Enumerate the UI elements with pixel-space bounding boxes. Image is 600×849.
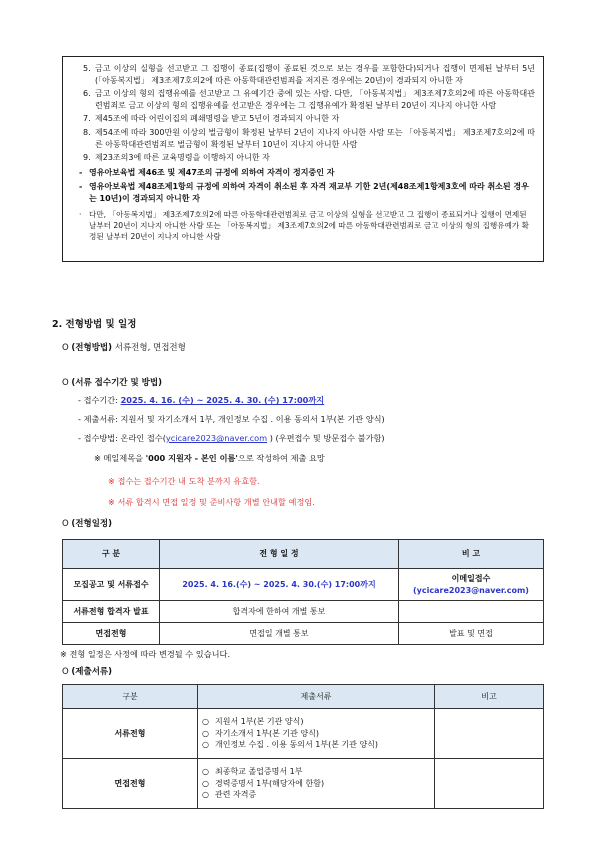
- red-note-1: ※ 접수는 접수기간 내 도착 분까지 유효함.: [108, 476, 260, 486]
- bold-bullet: - 영유아보육법 제46조 및 제47조의 규정에 의하여 자격이 정지중인 자: [79, 167, 335, 177]
- list-item: ○ 개인정보 수집 . 이용 동의서 1부(본 기관 양식): [202, 740, 379, 750]
- table-row: 면접전형 ○ 최종학교 졸업증명서 1부 ○ 경력증명서 1부(해당자에 한함) ○ 관련 자격증: [63, 759, 544, 809]
- email-link[interactable]: ycicare2023@naver.com: [165, 433, 268, 443]
- list-item: ○ 경력증명서 1부(해당자에 한함): [202, 778, 325, 788]
- schedule-header-row: 구 분 전 형 일 정 비 고: [63, 540, 544, 569]
- bold-bullet: - 영유아보육법 제48조제1항의 규정에 의하여 자격이 취소된 후 자격 재교부 기한 2년(제48조제1항제3호에 따라 취소된 경우는 10년)이 경과되지 아니한 자: [79, 182, 529, 203]
- list-item: ○ 지원서 1부(본 기관 양식): [202, 717, 304, 727]
- list-item: ○ 관련 자격증: [202, 790, 257, 800]
- period-docs: - 제출서류: 지원서 및 자기소개서 1부, 개인정보 수집 . 이용 동의서 1부(본 기관 양식): [78, 414, 385, 424]
- list-item: ○ 최종학교 졸업증명서 1부: [202, 767, 303, 777]
- section-title: 2. 전형방법 및 일정: [52, 319, 137, 330]
- list-item: ○ 자기소개서 1부(본 기관 양식): [202, 728, 319, 738]
- criteria-item: 5. 금고 이상의 실형을 선고받고 그 집행이 종료(집행이 종료된 것으로 보는 경우를 포함한다)되거나 집행이 면제된 날부터 5년(「아동복지법」 제3조제7호의2에 따른 아동학대관련범죄를 저지른 경우에는 20년)이 경과되지 아니한 자: [83, 64, 535, 85]
- table-row: 서류전형 합격자 발표 합격자에 한하여 개별 통보: [63, 601, 544, 623]
- documents-table: [62, 684, 544, 809]
- schedule-table: [62, 539, 544, 645]
- red-note-2: ※ 서류 합격시 면접 일정 및 준비사항 개별 안내할 예정임.: [108, 497, 315, 507]
- mail-subject-note: ※ 메일제목을 '000 지원자 - 본인 이름'으로 작성하여 제출 요망: [94, 453, 325, 463]
- documents-header-row: 구분 제출서류 비고: [63, 685, 544, 709]
- criteria-item: 9. 제23조의3에 따른 교육명령을 이행하지 아니한 자: [83, 153, 270, 163]
- box-note: · 다만, 「아동복지법」 제3조제7호의2에 따른 아동학대관련범죄로 금고 이상의 실형을 선고받고 그 집행이 종료되거나 집행이 면제된 날부터 20년이 지나지 아니한 사람 또는 「아동복지법」 제3조제7호의2에 따른 아동학대관련범죄로 금고 이상의 형의 집행유예가 확정된 날부터 20년이 지나지 아니한 사람: [79, 209, 529, 241]
- documents-heading: O (제출서류): [62, 667, 113, 677]
- period-term: - 접수기간: 2025. 4. 16. (수) ~ 2025. 4. 30. (수) 17:00까지: [78, 395, 325, 405]
- period-method: - 접수방법: 온라인 접수(ycicare2023@naver.com ) (우편접수 및 방문접수 불가함): [78, 433, 385, 443]
- period-heading: O (서류 접수기간 및 방법): [62, 378, 162, 388]
- schedule-footnote: ※ 전형 일정은 사정에 따라 변경될 수 있습니다.: [60, 649, 231, 659]
- table-row: 면접전형 면접일 개별 통보 발표 및 면접: [63, 623, 544, 645]
- criteria-item: 8. 제54조에 따라 300만원 이상의 벌금형이 확정된 날부터 2년이 지나지 아니한 사람 또는 「아동복지법」 제3조제7호의2에 따른 아동학대관련범죄로 벌금형이 확정된 날부터 10년이 지나지 아니한 사람: [83, 127, 535, 149]
- disqualification-box: [62, 56, 544, 262]
- schedule-heading: O (전형일정): [62, 519, 113, 529]
- table-row: 모집공고 및 서류접수 2025. 4. 16.(수) ~ 2025. 4. 30.(수) 17:00까지 이메일접수 (ycicare2023@naver.com): [63, 569, 544, 601]
- criteria-item: 6. 금고 이상의 형의 집행유예를 선고받고 그 유예기간 중에 있는 사람. 다만, 「아동복지법」 제3조제7호의2에 따른 아동학대관련범죄로 금고 이상의 형의 집행유예를 선고받은 경우에는 그 집행유예가 확정된 날부터 20년이 지나지 아니한 사람: [83, 89, 535, 110]
- method-line: O (전형방법) 서류전형, 면접전형: [62, 343, 186, 353]
- table-row: 서류전형 ○ 지원서 1부(본 기관 양식) ○ 자기소개서 1부(본 기관 양식) ○ 개인정보 수집 . 이용 동의서 1부(본 기관 양식): [63, 709, 544, 759]
- criteria-item: 7. 제45조에 따라 어린이집의 폐쇄명령을 받고 5년이 경과되지 아니한 자: [83, 114, 340, 124]
